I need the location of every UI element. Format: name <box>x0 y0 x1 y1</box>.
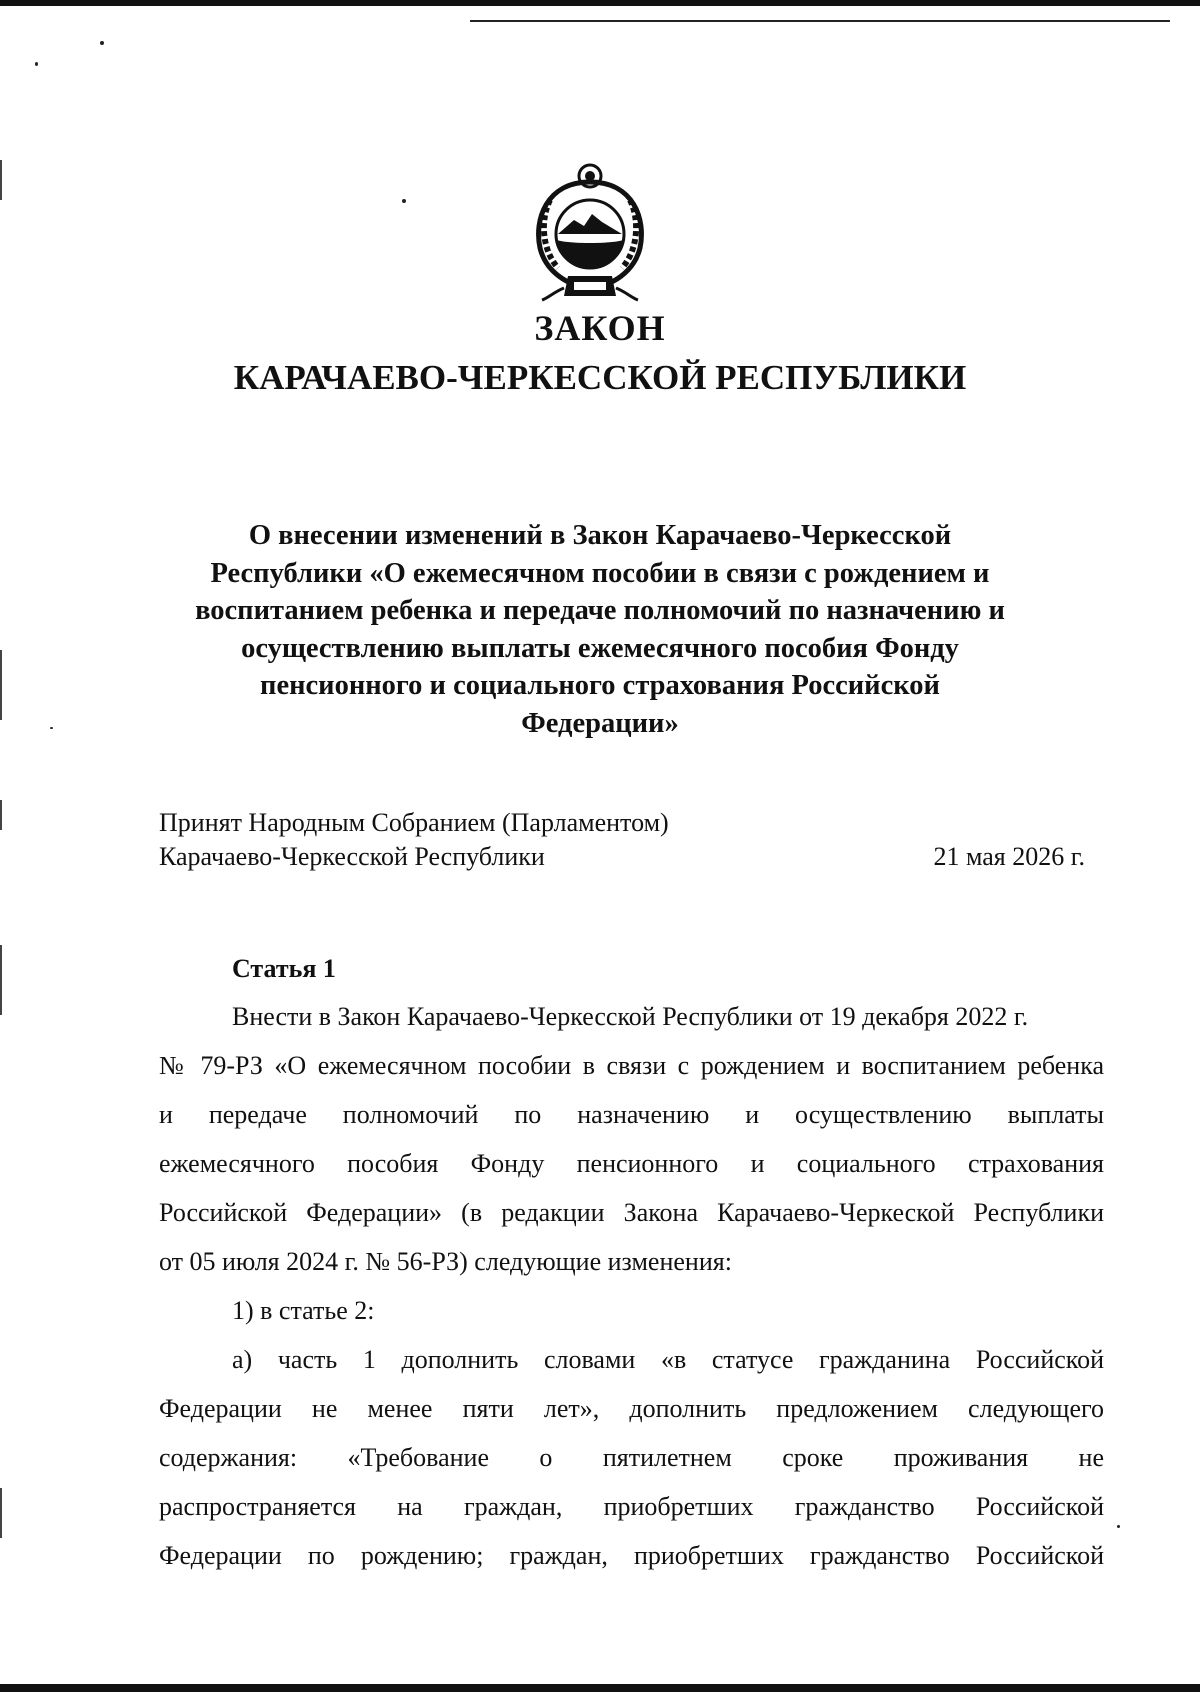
scan-border-top <box>0 0 1200 6</box>
body-line: ежемесячного пособия Фонду пенсионного и социального страхования <box>159 1149 1104 1178</box>
subject-line: Республики «О ежемесячном пособии в связи с рождением и <box>210 557 990 589</box>
scan-border-bottom <box>0 1684 1200 1692</box>
subject-line: осуществлению выплаты ежемесячного пособия Фонду <box>241 632 959 664</box>
body-line: содержания: «Требование о пятилетнем сроке проживания не <box>159 1443 1104 1472</box>
scan-edge-mark <box>0 945 2 1015</box>
article-heading: Статья 1 <box>232 954 336 983</box>
scan-border-top-inner <box>470 20 1170 22</box>
scan-speck <box>402 199 406 203</box>
subject-line: воспитанием ребенка и передаче полномочий по назначению и <box>195 595 1005 626</box>
body-line: 1) в статье 2: <box>232 1296 375 1325</box>
adoption-line: Принят Народным Собранием (Парламентом) <box>159 808 669 837</box>
adoption-date: 21 мая 2026 г. <box>933 842 1085 871</box>
scan-edge-mark <box>0 160 2 200</box>
law-subject <box>150 517 1050 742</box>
scan-speck <box>100 41 104 45</box>
body-line: и передаче полномочий по назначению и осуществлению выплаты <box>159 1100 1104 1129</box>
adoption-statement <box>159 806 669 874</box>
body-line: а) часть 1 дополнить словами «в статусе гражданина Российской <box>232 1345 1104 1374</box>
scan-edge-mark <box>0 1488 2 1538</box>
body-line: № 79-РЗ «О ежемесячном пособии в связи с рождением и воспитанием ребенка <box>159 1051 1104 1080</box>
scan-speck <box>1117 1525 1120 1528</box>
coat-of-arms-icon <box>528 160 652 304</box>
scan-speck <box>35 62 38 66</box>
subject-line: О внесении изменений в Закон Карачаево-Черкесской <box>248 520 952 551</box>
scan-edge-mark <box>0 650 2 720</box>
law-region: КАРАЧАЕВО-ЧЕРКЕССКОЙ РЕСПУБЛИКИ <box>233 358 967 397</box>
body-line: Российской Федерации» (в редакции Закона Карачаево-Черкеской Республики <box>159 1198 1104 1227</box>
body-line: Федерации не менее пяти лет», дополнить предложением следующего <box>159 1394 1104 1423</box>
article-body <box>159 1000 1104 1588</box>
law-title: ЗАКОН <box>534 308 666 348</box>
subject-line: пенсионного и социального страхования Российской <box>260 670 940 701</box>
body-line: Федерации по рождению; граждан, приобретших гражданство Российской <box>159 1541 1104 1570</box>
body-line: распространяется на граждан, приобретших гражданство Российской <box>159 1492 1104 1521</box>
body-line: Внести в Закон Карачаево-Черкесской Республики от 19 декабря 2022 г. <box>232 1002 1029 1031</box>
scan-edge-mark <box>0 800 2 830</box>
subject-line: Федерации» <box>521 707 679 739</box>
adoption-line: Карачаево-Черкесской Республики <box>159 842 545 871</box>
scan-speck <box>50 727 53 729</box>
body-line: от 05 июля 2024 г. № 56-РЗ) следующие изменения: <box>159 1247 732 1276</box>
